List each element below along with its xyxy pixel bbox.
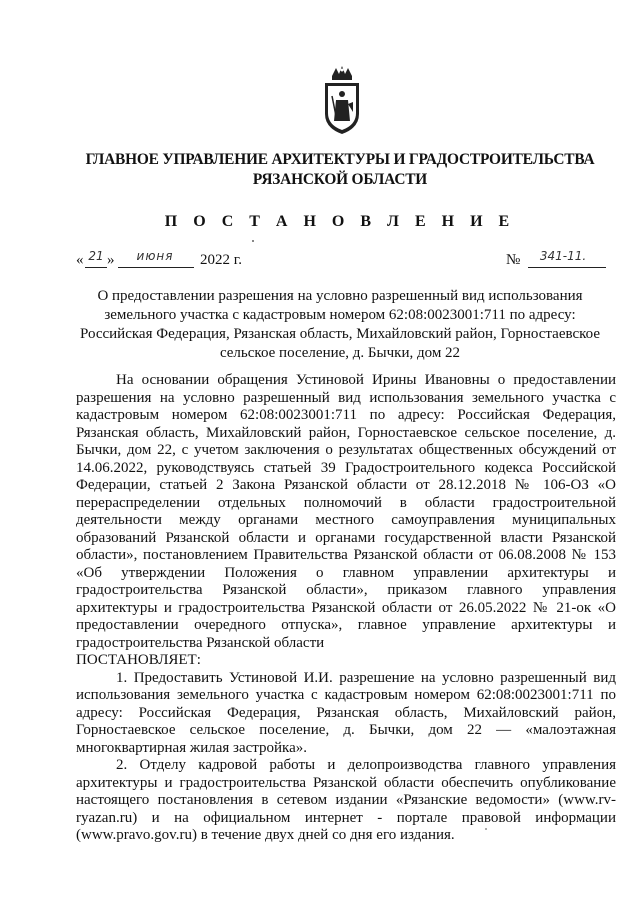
- subject-line-2: земельного участка с кадастровым номером 62:08:0023001:711 по адресу:: [104, 307, 576, 323]
- scan-speck-2: [485, 828, 487, 830]
- date-quote-close: »: [107, 252, 115, 268]
- subject-line-1: О предоставлении разрешения на условно разрешенный вид использования: [97, 288, 583, 304]
- number-sign: №: [506, 252, 521, 268]
- preamble-paragraph: На основании обращения Устиновой Ирины Ивановны о предоставлении разрешения на условно разрешенный вид использования земельного участка с кадастровым номером 62:08:0023001:711 по адресу: Российская Федерация, Рязанская область, Михайловский район, Горностаевское сельское поселение, д. Бычки, дом 22, с учетом заключения о результатах общественных обсуждений от 14.06.2022, руководствуясь статьей 39 Градостроительного кодекса Российской Федерации, статьей 2 Закона Рязанской области от 28.12.2018 № 106-ОЗ «О перераспределении отдельных полномочий в области градостроительной деятельности между органами местного самоуправления муниципальных образований Рязанской области и органами государственной власти Рязанской области», постановлением Правительства Рязанской области от 06.08.2008 № 153 «Об утверждении Положения о главном управлении архитектуры и градостроительства Рязанской области», приказом главного управления архитектуры и градостроительства Рязанской области от 26.05.2022 № 21-ок «О предоставлении очередного отпуска», главное управление архитектуры и градостроительства Рязанской области: [76, 372, 616, 651]
- date-quote-open: «: [76, 252, 84, 268]
- date-year: 2022 г.: [200, 252, 242, 268]
- date-month-handwritten: июня: [136, 249, 174, 263]
- resolves-heading: ПОСТАНОВЛЯЕТ:: [76, 652, 201, 668]
- scan-speck: [252, 240, 254, 242]
- issuing-authority: [60, 150, 620, 190]
- date-month-underline: [118, 267, 194, 268]
- subject-line-4: сельское поселение, д. Бычки, дом 22: [219, 345, 461, 361]
- authority-line-2: РЯЗАНСКОЙ ОБЛАСТИ: [252, 171, 428, 188]
- ryazan-coat-of-arms-icon: [322, 66, 362, 136]
- subject-line-3: Российская Федерация, Рязанская область, Михайловский район, Горностаевское: [80, 326, 600, 342]
- document-body: [76, 372, 616, 845]
- authority-line-1: ГЛАВНОЕ УПРАВЛЕНИЕ АРХИТЕКТУРЫ И ГРАДОСТРОИТЕЛЬСТВА: [85, 151, 595, 168]
- document-number-handwritten: 341-11.: [539, 249, 587, 263]
- number-underline: [528, 267, 606, 268]
- date-day-underline: [85, 267, 107, 268]
- item-2-paragraph: 2. Отделу кадровой работы и делопроизводства главного управления архитектуры и градостроительства Рязанской области обеспечить опубликование настоящего постановления в сетевом издании «Рязанские ведомости» (www.rv-ryazan.ru) и на официальном интернет - портале правовой информации (www.pravo.gov.ru) в течение двух дней со дня его издания.: [76, 757, 616, 843]
- date-day-handwritten: 21: [88, 249, 104, 263]
- date-and-number-line: [76, 249, 616, 274]
- document-subject: [64, 287, 616, 363]
- item-1-paragraph: 1. Предоставить Устиновой И.И. разрешение на условно разрешенный вид использования земельного участка с кадастровым номером 62:08:0023001:711 по адресу: Российская Федерация, Рязанская область, Михайловский район, Горностаевское сельское поселение, д. Бычки, дом 22 — «малоэтажная многоквартирная жилая застройка».: [76, 669, 616, 756]
- document-type-title: П О С Т А Н О В Л Е Н И Е: [164, 213, 516, 230]
